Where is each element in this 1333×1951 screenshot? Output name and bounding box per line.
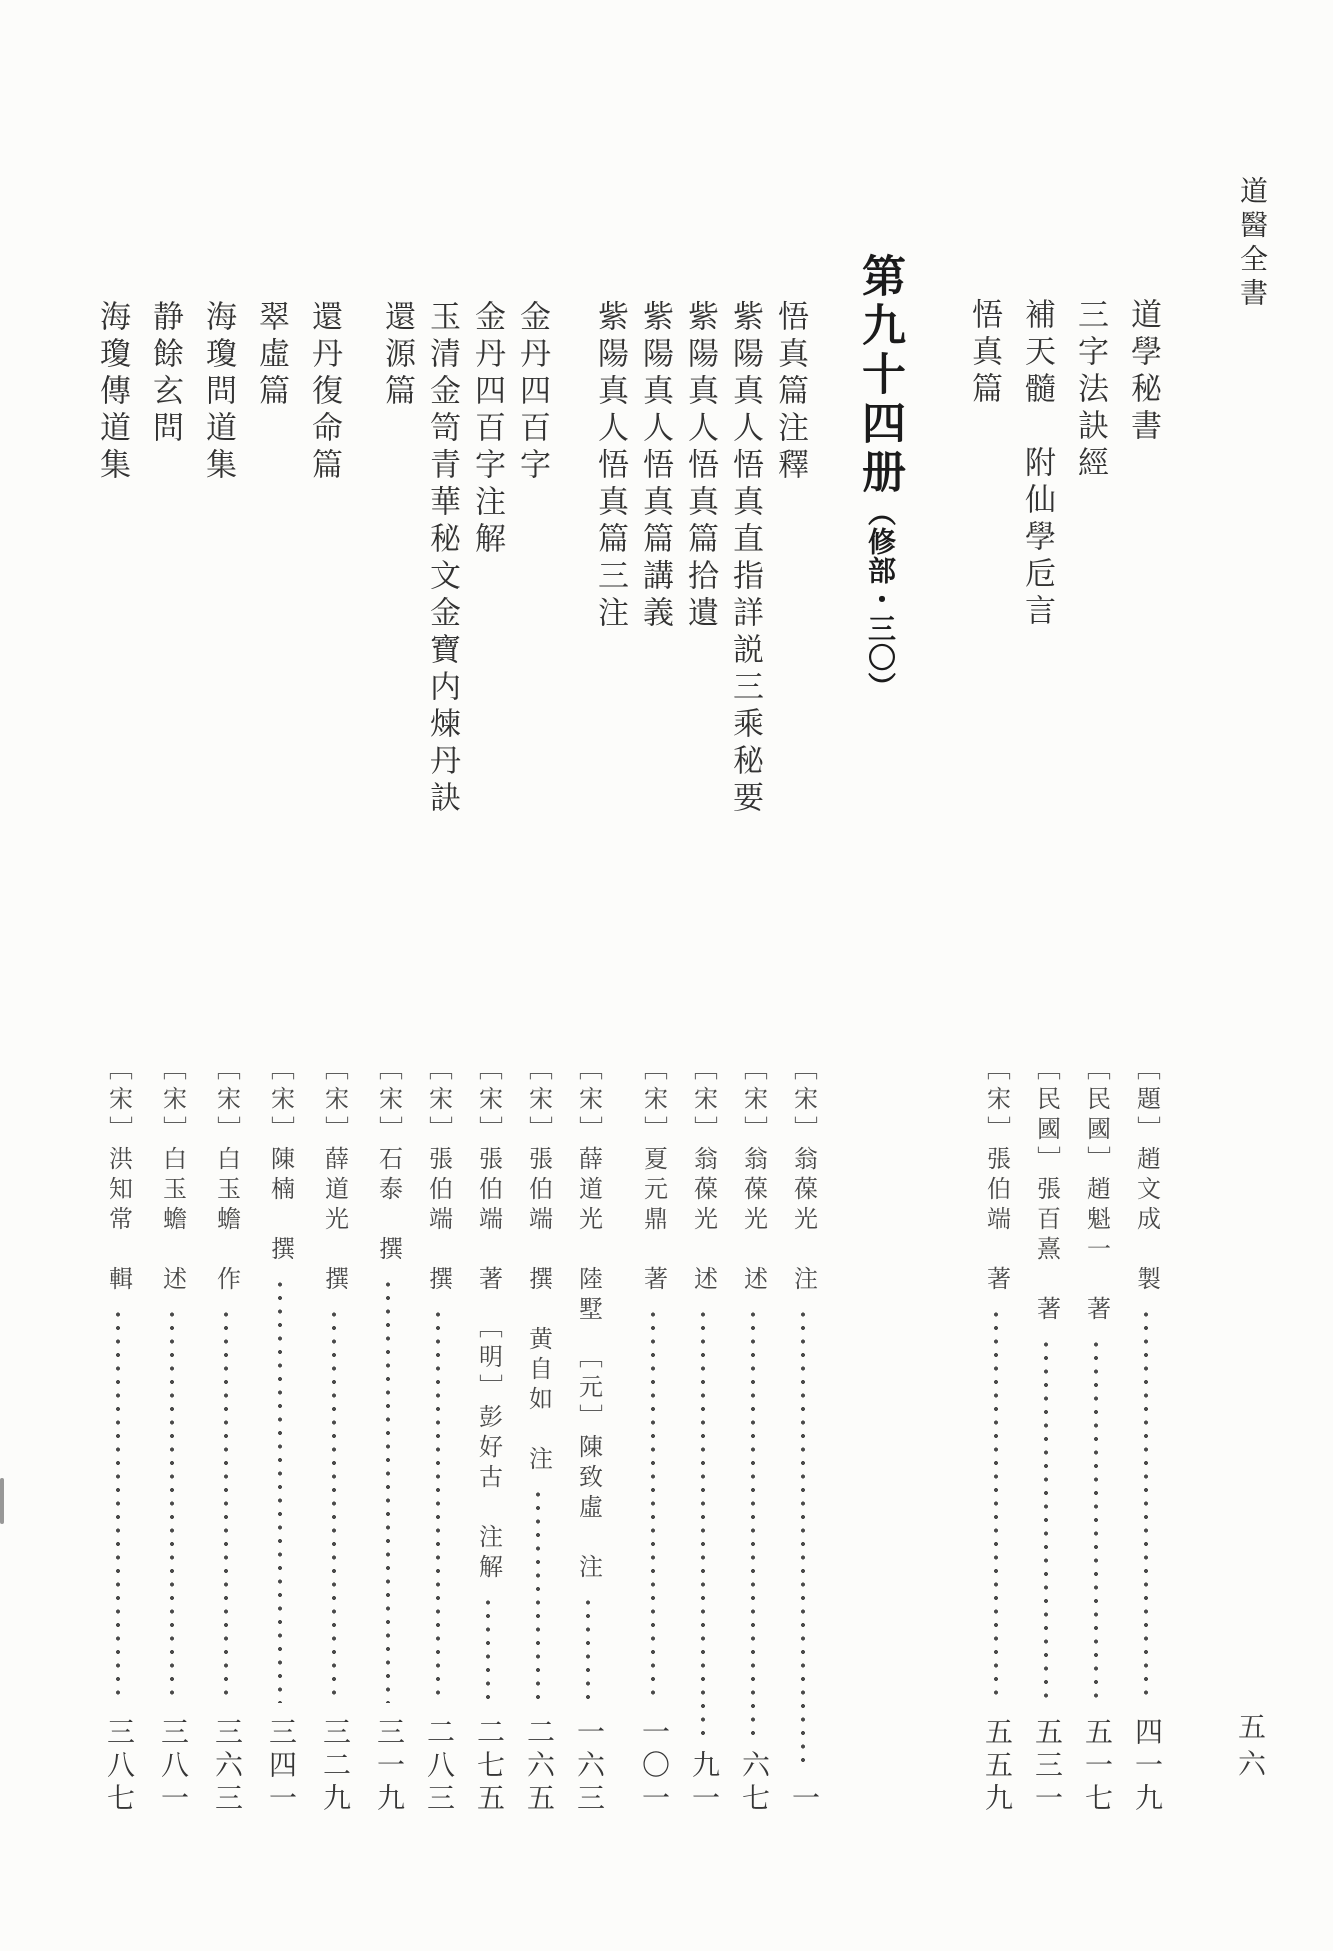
toc-entry: [261, 1056, 299, 1816]
toc-entry: [1127, 1056, 1165, 1816]
entry-author: ［宋］白玉蟾 作: [212, 1056, 239, 1296]
contents-title: 紫陽真人悟真篇拾遺: [683, 300, 718, 633]
dotted-leader: [485, 1596, 491, 1703]
dotted-leader: [223, 1308, 229, 1703]
dotted-leader: [800, 1308, 806, 1769]
volume-heading: [853, 253, 905, 701]
entry-page-number: 五三一: [1031, 1717, 1062, 1816]
toc-entry: [1027, 1056, 1065, 1816]
toc-entry: [634, 1056, 672, 1816]
dotted-leader: [750, 1308, 756, 1736]
folio-page-number: 五六: [1234, 1712, 1265, 1786]
dotted-leader: [1093, 1338, 1099, 1703]
toc-entry: [153, 1056, 191, 1816]
toc-entry: [419, 1056, 457, 1816]
entry-page-number: 四一九: [1131, 1717, 1162, 1816]
toc-entry: [469, 1056, 507, 1816]
dotted-leader: [585, 1596, 591, 1703]
dotted-leader: [169, 1308, 175, 1703]
entry-author: ［宋］薛道光 陸墅 ［元］陳致虛 注: [574, 1056, 601, 1584]
entry-author: ［宋］洪知常 輯: [104, 1056, 131, 1296]
entry-author: ［宋］夏元鼎 著: [639, 1056, 666, 1296]
toc-entry: [519, 1056, 557, 1816]
entry-author: ［宋］白玉蟾 述: [158, 1056, 185, 1296]
entry-page-number: 五一七: [1081, 1717, 1112, 1816]
entry-author: ［宋］薛道光 撰: [320, 1056, 347, 1296]
front-matter-title: 悟真篇: [967, 298, 1002, 409]
dotted-leader: [385, 1278, 391, 1703]
toc-entry: [315, 1056, 353, 1816]
entry-page-number: 三六三: [211, 1717, 242, 1816]
entry-author: ［宋］張伯端 撰: [424, 1056, 451, 1296]
toc-entry: [569, 1056, 607, 1816]
toc-entry: [99, 1056, 137, 1816]
volume-heading-sub: （修部・三〇）: [864, 498, 895, 701]
contents-title: 紫陽真人悟真篇講義: [638, 300, 673, 633]
contents-title: 静餘玄問: [148, 300, 183, 448]
entry-author: ［宋］翁葆光 述: [739, 1056, 766, 1296]
dotted-leader: [1143, 1308, 1149, 1703]
entry-page-number: 三八一: [157, 1717, 188, 1816]
contents-title: 還源篇: [380, 300, 415, 411]
entry-author: ［宋］張伯端 著: [982, 1056, 1009, 1296]
entry-page-number: 三八七: [103, 1717, 134, 1816]
contents-title: 紫陽真人悟真直指詳説三乘秘要: [728, 300, 763, 818]
entry-author: ［宋］張伯端 撰 黄自如 注: [524, 1056, 551, 1476]
contents-author-columns: [99, 1056, 822, 1816]
entry-page-number: 六七: [738, 1750, 769, 1816]
toc-entry: [207, 1056, 245, 1816]
volume-heading-main: 第九十四册: [855, 253, 904, 498]
entry-page-number: 一: [788, 1783, 819, 1816]
front-matter-title: 道學秘書: [1126, 298, 1161, 446]
entry-page-number: 一〇一: [638, 1717, 669, 1816]
scan-edge-artifact: [0, 1478, 4, 1524]
entry-page-number: 二八三: [423, 1717, 454, 1816]
toc-entry: [369, 1056, 407, 1816]
contents-title: 金丹四百字注解: [470, 300, 505, 559]
contents-title-columns: [92, 253, 810, 818]
dotted-leader: [650, 1308, 656, 1703]
entry-page-number: 三二九: [319, 1717, 350, 1816]
contents-title: 海瓊傳道集: [95, 300, 130, 485]
entry-page-number: 二七五: [473, 1717, 504, 1816]
dotted-leader: [700, 1308, 706, 1736]
entry-author: ［宋］陳楠 撰: [266, 1056, 293, 1266]
dotted-leader: [435, 1308, 441, 1703]
front-matter-title: 三字法訣經: [1073, 298, 1108, 483]
contents-title: 翠虛篇: [254, 300, 289, 411]
front-matter-title-columns: [964, 253, 1163, 631]
dotted-leader: [1043, 1338, 1049, 1703]
entry-page-number: 九一: [688, 1750, 719, 1816]
entry-page-number: 一六三: [573, 1717, 604, 1816]
dotted-leader: [115, 1308, 121, 1703]
entry-page-number: 二六五: [523, 1717, 554, 1816]
front-matter-author-columns: [977, 1056, 1165, 1816]
contents-title: 玉清金笥青華秘文金寶内煉丹訣: [425, 300, 460, 818]
contents-title: 紫陽真人悟真篇三注: [593, 300, 628, 633]
running-title: 道醫全書: [1236, 176, 1267, 312]
toc-entry: [1077, 1056, 1115, 1816]
entry-author: ［宋］石泰 撰: [374, 1056, 401, 1266]
entry-page-number: 三四一: [265, 1717, 296, 1816]
contents-title: 悟真篇注釋: [773, 300, 808, 485]
contents-title: 金丹四百字: [515, 300, 550, 485]
contents-title: 還丹復命篇: [307, 300, 342, 485]
toc-entry: [977, 1056, 1015, 1816]
entry-author: ［民國］張百熹 著: [1032, 1056, 1059, 1326]
toc-entry: [734, 1056, 772, 1816]
entry-author: ［題］趙文成 製: [1132, 1056, 1159, 1296]
front-matter-title: 補天髓 附仙學卮言: [1020, 298, 1055, 631]
dotted-leader: [277, 1278, 283, 1703]
dotted-leader: [331, 1308, 337, 1703]
entry-author: ［宋］張伯端 著 ［明］彭好古 注解: [474, 1056, 501, 1584]
entry-page-number: 五五九: [981, 1717, 1012, 1816]
toc-titles-section: [92, 253, 1163, 818]
entry-page-number: 三一九: [373, 1717, 404, 1816]
toc-entry: [684, 1056, 722, 1816]
entry-author: ［宋］翁葆光 述: [689, 1056, 716, 1296]
toc-entry: [784, 1056, 822, 1816]
dotted-leader: [535, 1488, 541, 1703]
entry-author: ［宋］翁葆光 注: [789, 1056, 816, 1296]
contents-title: 海瓊問道集: [201, 300, 236, 485]
entry-author: ［民國］趙魁一 著: [1082, 1056, 1109, 1326]
dotted-leader: [993, 1308, 999, 1703]
